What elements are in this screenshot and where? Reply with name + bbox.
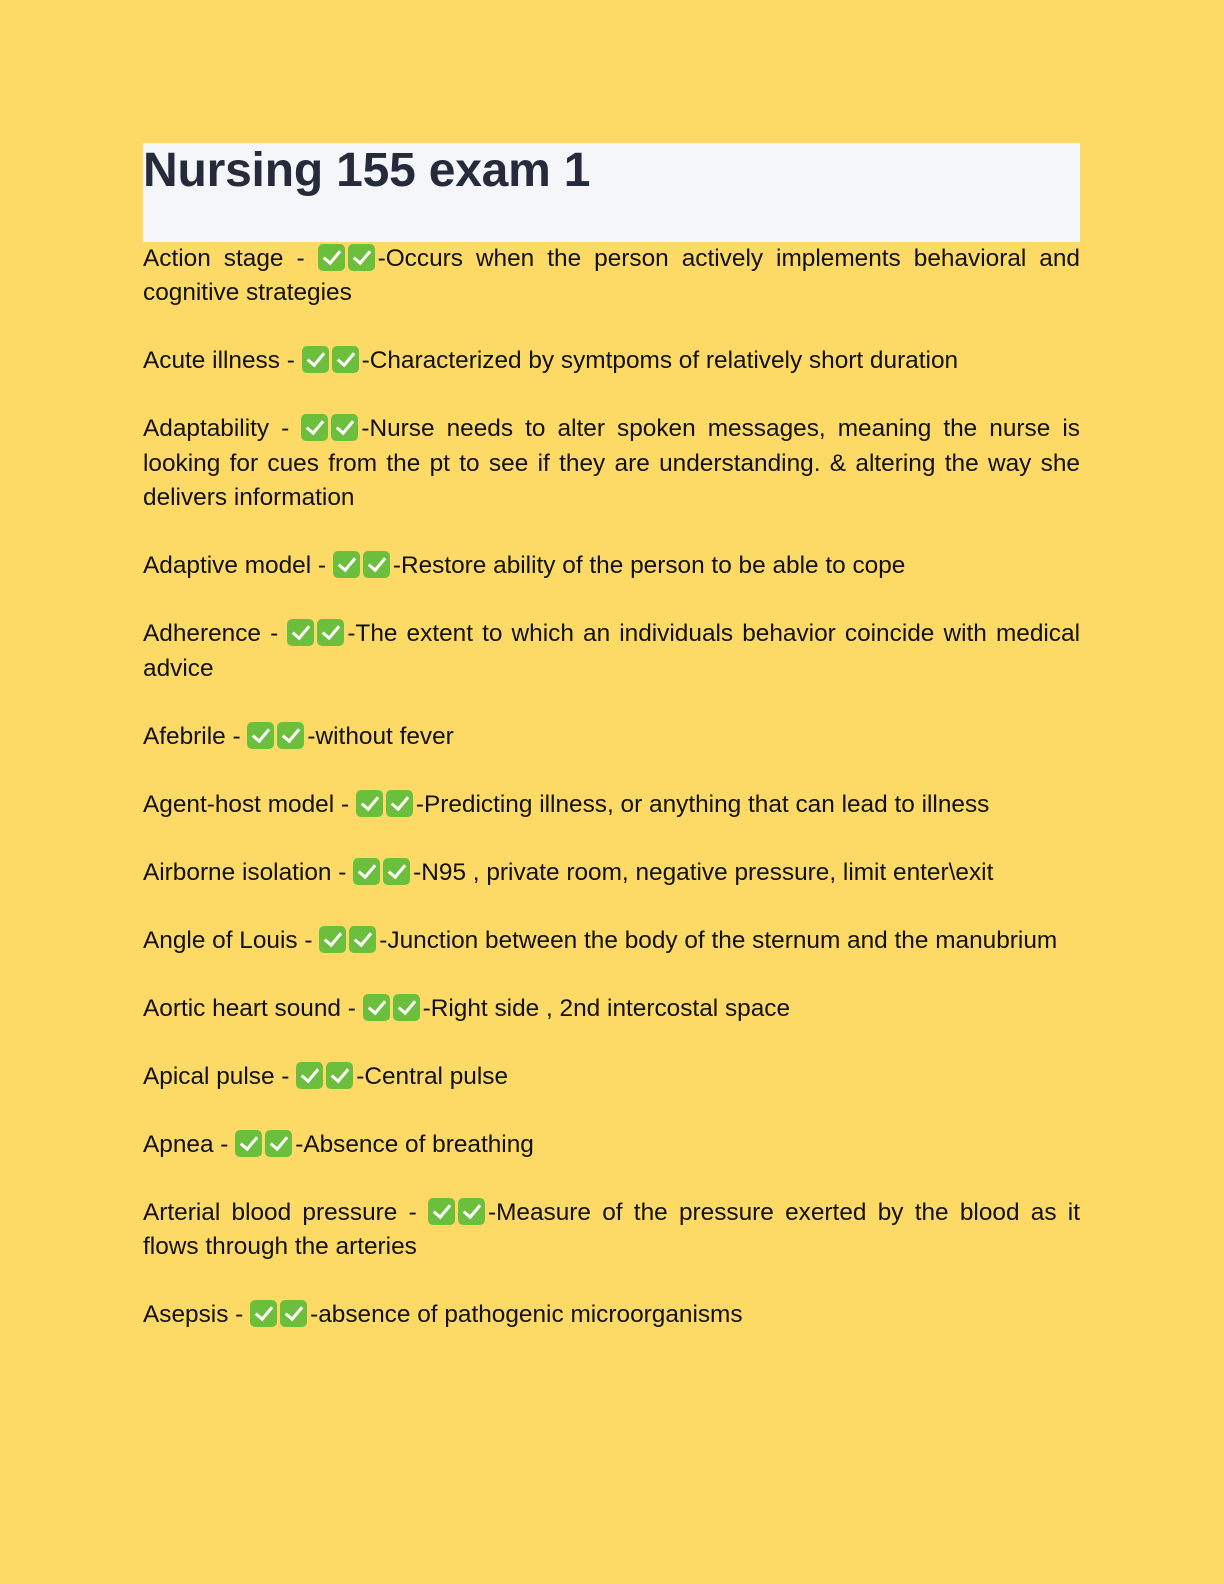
check-mark-icon (296, 1062, 323, 1089)
entry-term: Apnea (143, 1130, 214, 1158)
check-mark-icon (280, 1300, 307, 1327)
check-mark-icon (386, 790, 413, 817)
entry-term: Angle of Louis (143, 926, 298, 954)
glossary-entry (143, 1298, 1080, 1332)
entry-separator: - (311, 552, 333, 580)
entry-separator: - (397, 1198, 428, 1226)
check-marks (301, 412, 361, 446)
check-marks (235, 1128, 295, 1162)
glossary-entry (143, 924, 1080, 958)
check-marks (428, 1196, 488, 1230)
entry-definition: -Predicting illness, or anything that can lead to illness (415, 790, 990, 818)
entry-separator: - (225, 722, 248, 750)
check-marks (363, 992, 423, 1026)
entry-term: Asepsis (143, 1301, 229, 1329)
check-marks (287, 617, 347, 651)
check-mark-icon (326, 1062, 353, 1089)
entry-separator: - (283, 245, 318, 272)
entry-definition: -Restore ability of the person to be able to cope (392, 552, 906, 580)
entry-definition: -Characterized by symtpoms of relatively short duration (361, 347, 959, 375)
entry-separator: - (297, 926, 320, 954)
check-marks (333, 549, 393, 583)
check-mark-icon (277, 722, 304, 749)
check-mark-icon (363, 994, 390, 1021)
check-mark-icon (318, 244, 345, 271)
check-mark-icon (287, 619, 314, 646)
check-marks (353, 856, 413, 890)
entry-term: Adaptive model (143, 552, 312, 580)
check-marks (356, 788, 416, 822)
entry-separator: - (269, 415, 302, 443)
entry-term: Agent-host model (143, 790, 335, 818)
check-marks (302, 344, 362, 378)
glossary-entry (143, 344, 1080, 378)
document-page (143, 143, 1080, 1366)
glossary-list (143, 242, 1080, 1332)
glossary-entry (143, 1060, 1080, 1094)
entry-term: Adaptability (143, 415, 270, 443)
page-title: Nursing 155 exam 1 (143, 144, 591, 197)
check-mark-icon (353, 858, 380, 885)
check-mark-icon (302, 346, 329, 373)
check-mark-icon (301, 414, 328, 441)
glossary-entry (143, 856, 1080, 890)
check-mark-icon (265, 1130, 292, 1157)
check-mark-icon (349, 926, 376, 953)
check-mark-icon (383, 858, 410, 885)
glossary-entry (143, 549, 1080, 583)
entry-term: Action stage (143, 245, 284, 272)
entry-separator: - (213, 1130, 236, 1158)
entry-term: Aortic heart sound (143, 994, 341, 1022)
entry-separator: - (340, 994, 363, 1022)
glossary-entry (143, 617, 1080, 686)
entry-separator: - (331, 858, 354, 886)
entry-separator: - (279, 347, 302, 375)
entry-definition: -Central pulse (356, 1062, 509, 1090)
entry-definition: -Absence of breathing (295, 1130, 534, 1158)
entry-separator: - (260, 620, 288, 648)
title-banner (143, 143, 1080, 242)
glossary-entry (143, 992, 1080, 1026)
entry-definition: -absence of pathogenic microorganisms (310, 1301, 743, 1329)
entry-term: Airborne isolation (143, 858, 332, 886)
entry-definition: -without fever (307, 722, 454, 750)
entry-separator: - (274, 1062, 297, 1090)
check-mark-icon (356, 790, 383, 817)
check-marks (296, 1060, 356, 1094)
check-mark-icon (333, 551, 360, 578)
check-mark-icon (428, 1198, 455, 1225)
check-marks (319, 924, 379, 958)
check-mark-icon (235, 1130, 262, 1157)
check-mark-icon (319, 926, 346, 953)
check-mark-icon (317, 619, 344, 646)
check-mark-icon (332, 346, 359, 373)
entry-definition: -Junction between the body of the sternum and the manubrium (379, 926, 1058, 954)
check-mark-icon (247, 722, 274, 749)
check-mark-icon (331, 414, 358, 441)
check-mark-icon (363, 551, 390, 578)
entry-term: Adherence (143, 620, 261, 648)
glossary-entry (143, 788, 1080, 822)
glossary-entry (143, 242, 1080, 311)
entry-separator: - (228, 1301, 251, 1329)
check-mark-icon (393, 994, 420, 1021)
check-marks (318, 242, 378, 276)
entry-definition: -N95 , private room, negative pressure, limit enter\exit (413, 858, 994, 886)
check-mark-icon (348, 244, 375, 271)
entry-definition: -Measure of the pressure exerted by the blood as it flows through the arteries (143, 1198, 1080, 1261)
check-mark-icon (250, 1300, 277, 1327)
entry-separator: - (334, 790, 356, 818)
entry-term: Arterial blood pressure (143, 1198, 398, 1226)
glossary-entry (143, 412, 1080, 515)
entry-term: Acute illness (143, 347, 280, 375)
glossary-entry (143, 720, 1080, 754)
entry-term: Afebrile (143, 722, 226, 750)
check-mark-icon (458, 1198, 485, 1225)
entry-definition: -Nurse needs to alter spoken messages, meaning the nurse is looking for cues from the pt to see if they are understanding. & altering the way she delivers information (143, 415, 1080, 512)
glossary-entry (143, 1196, 1080, 1265)
glossary-entry (143, 1128, 1080, 1162)
check-marks (247, 720, 307, 754)
entry-term: Apical pulse (143, 1062, 275, 1090)
entry-definition: -Right side , 2nd intercostal space (422, 994, 791, 1022)
check-marks (250, 1298, 310, 1332)
entry-definition: -The extent to which an individuals behavior coincide with medical advice (143, 620, 1080, 682)
entry-definition: -Occurs when the person actively implements behavioral and cognitive strategies (143, 245, 1080, 307)
